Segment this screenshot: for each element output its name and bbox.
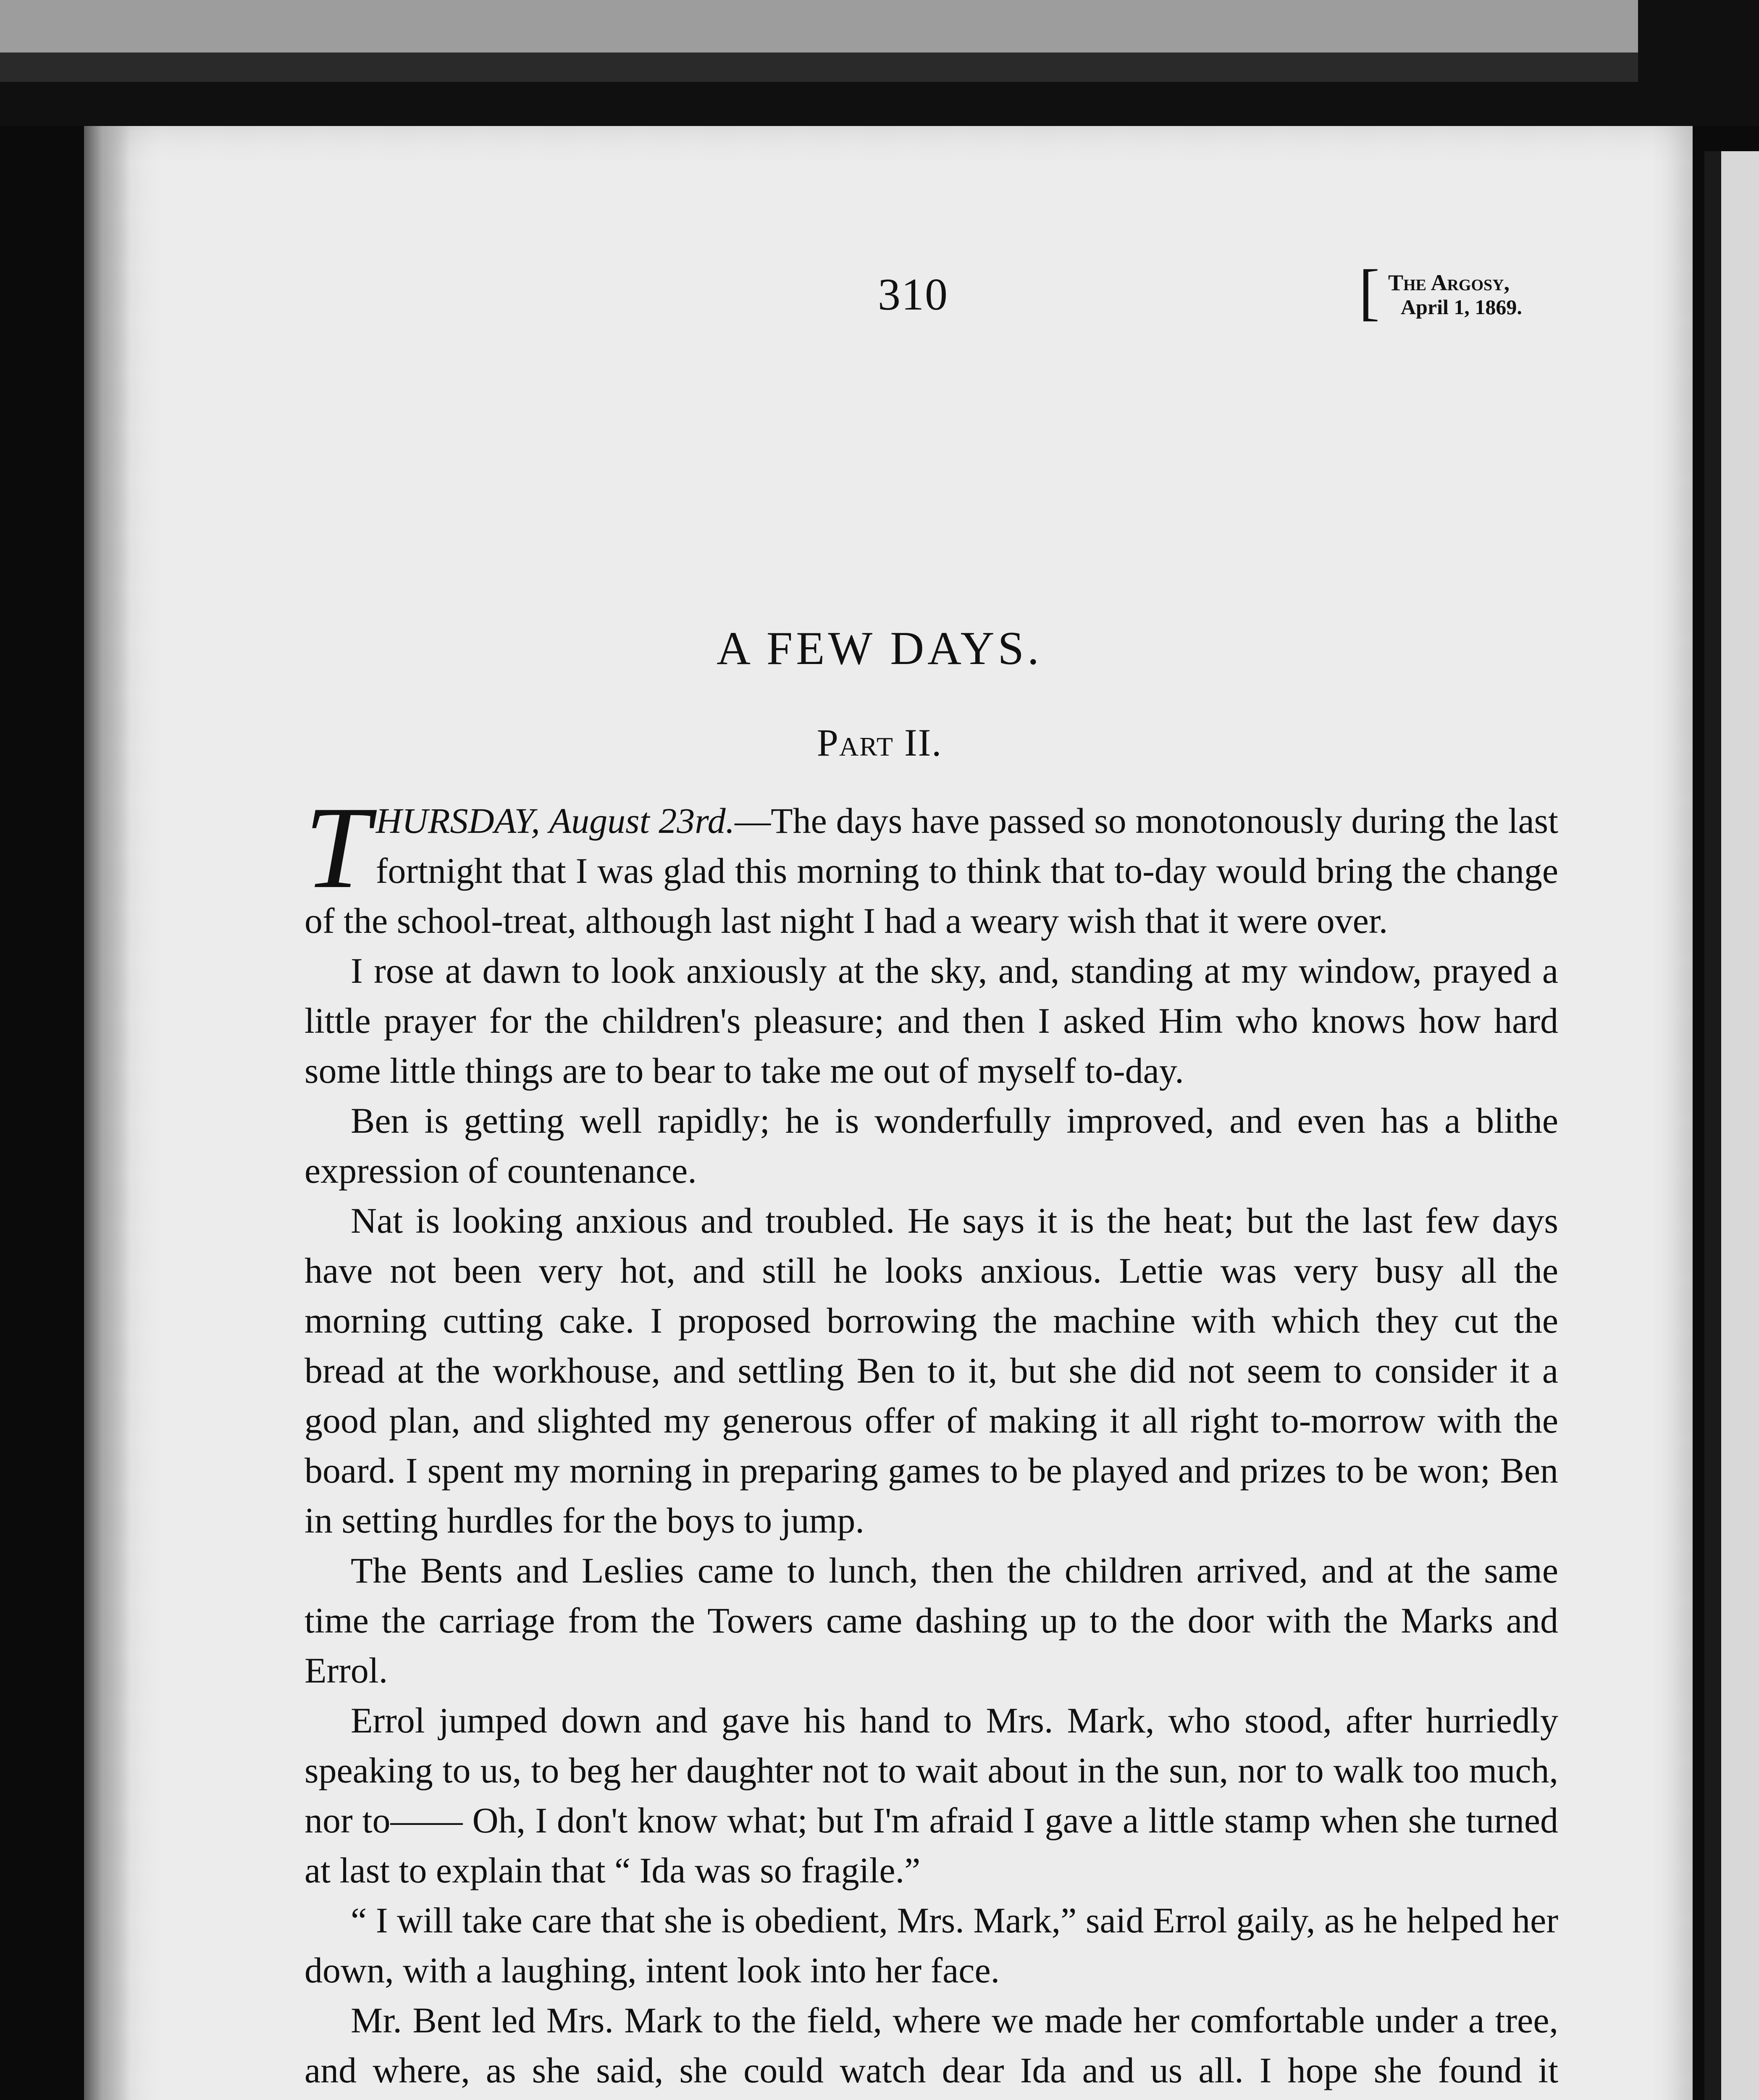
binding-shadow-right <box>1704 151 1721 2100</box>
paragraph: “ I will take care that she is obedient, Mrs. Mark,” said Errol gaily, as he helped her down, with a laughing, intent look into her face. <box>305 1900 1558 1990</box>
article-part: Part II. <box>816 721 943 764</box>
running-head-bracket: [ <box>1359 257 1380 327</box>
drop-cap: T <box>305 782 370 913</box>
paragraph: The Bents and Leslies came to lunch, then the children arrived, and at the same time the carriage from the Towers came dashing up to the door with the Marks and Errol. <box>305 1550 1558 1690</box>
page-number: 310 <box>878 270 948 320</box>
paragraph-opening <box>305 782 1559 946</box>
article-body <box>305 782 1559 2100</box>
paragraph-text: —The days have passed so monotonously during the last fortnight that I was glad this morning to think that to-day would bring the change of the school-treat, although last night I had a weary wish that it were over. <box>305 801 1559 941</box>
entry-date: August 23rd. <box>549 801 735 841</box>
publication-name: The Argosy, <box>1388 270 1510 295</box>
entry-day: HURSDAY, <box>375 801 540 841</box>
previous-page-edge <box>0 0 1638 52</box>
paragraph: Errol jumped down and gave his hand to Mrs. Mark, who stood, after hurriedly speaking to us, to beg her daughter not to wait about in the sun, nor to walk too much, nor to—— Oh, I don't know what; but I'm afraid I gave a little stamp when she turned at last to explain that “ Ida was so fragile.” <box>305 1700 1558 1890</box>
article-title: A FEW DAYS. <box>717 622 1042 675</box>
page-gutter-shadow <box>84 126 130 2100</box>
paragraph: Mr. Bent led Mrs. Mark to the field, where we made her comfortable under a tree, and where, as she said, she could watch dear Ida and us all. I hope she found it <box>305 2000 1558 2090</box>
next-page-edge <box>1721 151 1759 2100</box>
issue-date: April 1, 1869. <box>1401 295 1522 319</box>
paragraph: I rose at dawn to look anxiously at the sky, and, standing at my window, prayed a little prayer for the children's pleasure; and then I asked Him who knows how hard some little things are to bear to take me out of myself to-day. <box>305 950 1558 1091</box>
paragraph: Nat is looking anxious and troubled. He says it is the heat; but the last few days have not been very hot, and still he looks anxious. Lettie was very busy all the morning cutting cake. I proposed borrowing the machine with which they cut the bread at the workhouse, and settling Ben to it, but she did not seem to consider it a good plan, and slighted my generous offer of making it all right to-morrow with the board. I spent my morning in preparing games to be played and prizes to be won; Ben in setting hurdles for the boys to jump. <box>305 1200 1558 1541</box>
paragraph: Ben is getting well rapidly; he is wonderfully improved, and even has a blithe expression of countenance. <box>305 1100 1558 1191</box>
